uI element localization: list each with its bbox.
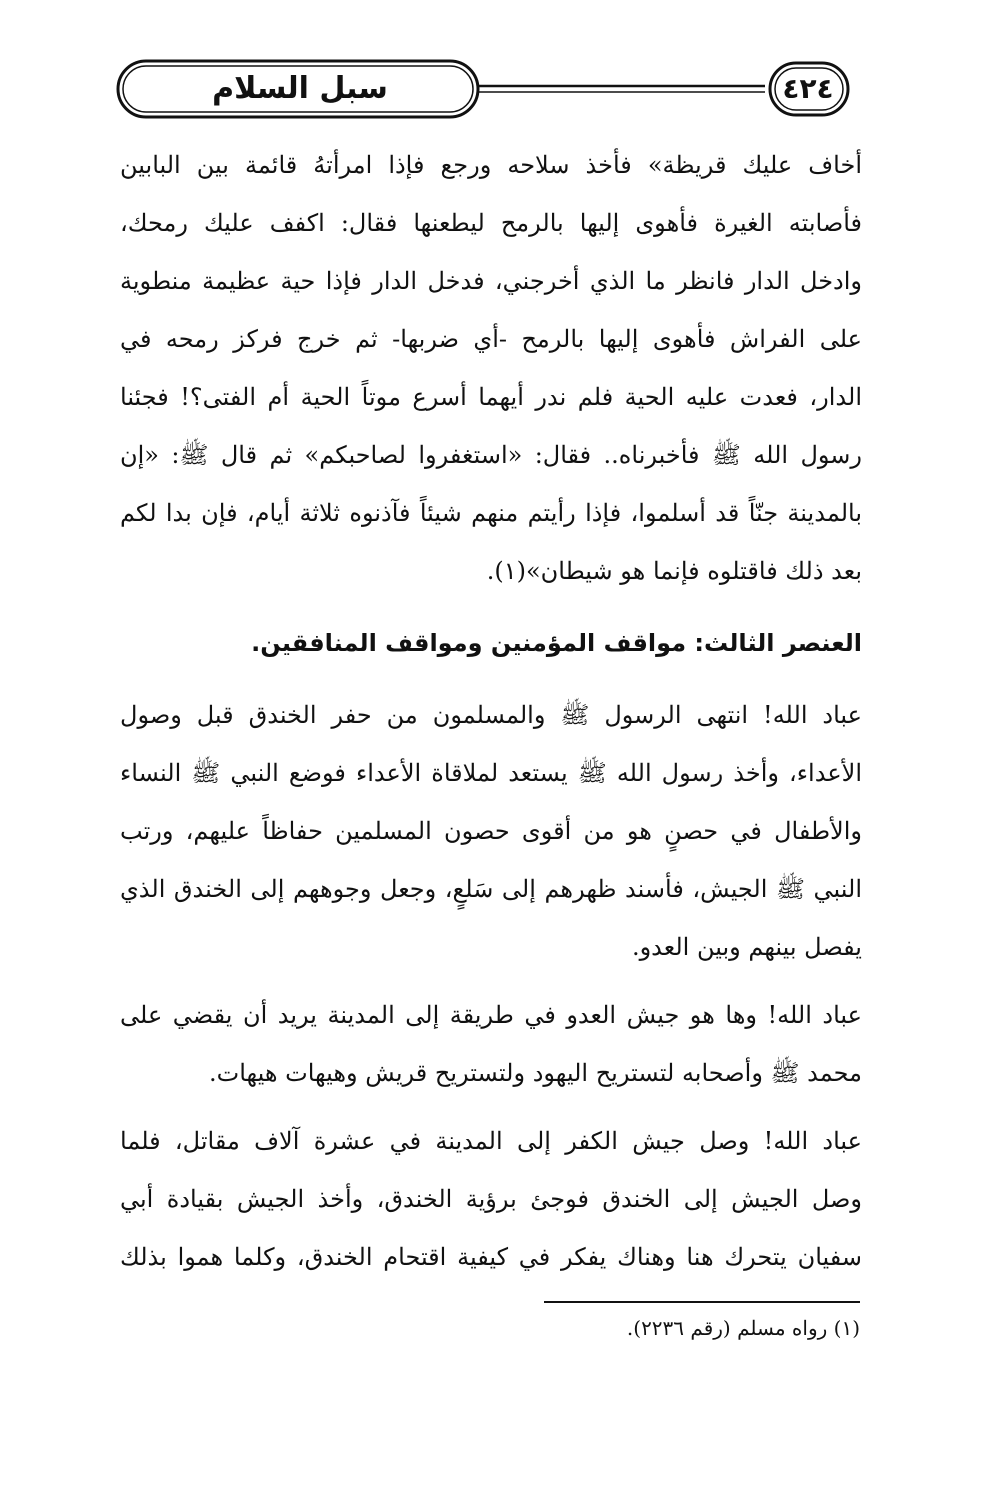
- text-line: على الفراش فأهوى إليها بالرمح -أي ضربها- ثم خرج فركز رمحه في: [120, 325, 862, 353]
- page-number: ٤٢٤: [782, 71, 834, 105]
- text-line: وصل الجيش إلى الخندق فوجئ برؤية الخندق، وأخذ الجيش بقيادة أبي: [120, 1185, 862, 1213]
- text-line: سفيان يتحرك هنا وهناك يفكر في كيفية اقتحام الخندق، وكلما هموا بذلك: [120, 1243, 863, 1271]
- text-line: عباد الله! انتهى الرسول ﷺ والمسلمون من حفر الخندق قبل وصول: [120, 701, 862, 729]
- text-line: بالمدينة جنّاً قد أسلموا، فإذا رأيتم منهم شيئاً فآذنوه ثلاثة أيام، فإن بدا لكم: [120, 499, 862, 527]
- text-line: النبي ﷺ الجيش، فأسند ظهرهم إلى سَلعٍ، وجعل وجوههم إلى الخندق الذي: [120, 875, 862, 903]
- running-title: سبل السلام: [212, 70, 388, 106]
- text-line: يفصل بينهم وبين العدو.: [631, 933, 862, 961]
- text-line: محمد ﷺ وأصحابه لتستريح اليهود ولتستريح قريش وهيهات هيهات.: [209, 1059, 862, 1087]
- paragraph-4: [120, 1112, 862, 1286]
- paragraph-3: [120, 986, 862, 1102]
- text-line: عباد الله! وصل جيش الكفر إلى المدينة في عشرة آلاف مقاتل، فلما: [120, 1127, 862, 1155]
- text-line: أخاف عليك قريظة» فأخذ سلاحه ورجع فإذا امرأتهُ قائمة بين البابين: [120, 151, 862, 179]
- paragraph-2: [120, 686, 862, 976]
- text-line: بعد ذلك فاقتلوه فإنما هو شيطان»(١).: [486, 557, 862, 585]
- text-line: رسول الله ﷺ فأخبرناه.. فقال: «استغفروا لصاحبكم» ثم قال ﷺ: «إن: [120, 441, 862, 469]
- section-heading: العنصر الثالث: مواقف المؤمنين ومواقف المنافقين.: [251, 629, 862, 657]
- footnote-separator: [544, 1301, 860, 1303]
- page-body: [120, 136, 862, 1286]
- text-line: الدار، فعدت عليه الحية فلم ندر أيهما أسرع موتاً الحية أم الفتى؟! فجئنا: [120, 383, 862, 411]
- text-line: فأصابته الغيرة فأهوى إليها بالرمح ليطعنها فقال: اكفف عليك رمحك،: [120, 209, 862, 237]
- text-line: عباد الله! وها هو جيش العدو في طريقة إلى المدينة يريد أن يقضي على: [120, 1001, 862, 1029]
- text-line: والأطفال في حصنٍ هو من أقوى حصون المسلمين حفاظاً عليهم، ورتب: [120, 817, 862, 845]
- text-line: وادخل الدار فانظر ما الذي أخرجني، فدخل الدار فإذا حية عظيمة منطوية: [120, 267, 862, 295]
- page-header: [110, 55, 860, 125]
- footnote: (١) رواه مسلم (رقم ٢٢٣٦).: [626, 1316, 860, 1340]
- text-line: الأعداء، وأخذ رسول الله ﷺ يستعد لملاقاة الأعداء فوضع النبي ﷺ النساء: [120, 759, 862, 787]
- paragraph-1: [120, 136, 862, 600]
